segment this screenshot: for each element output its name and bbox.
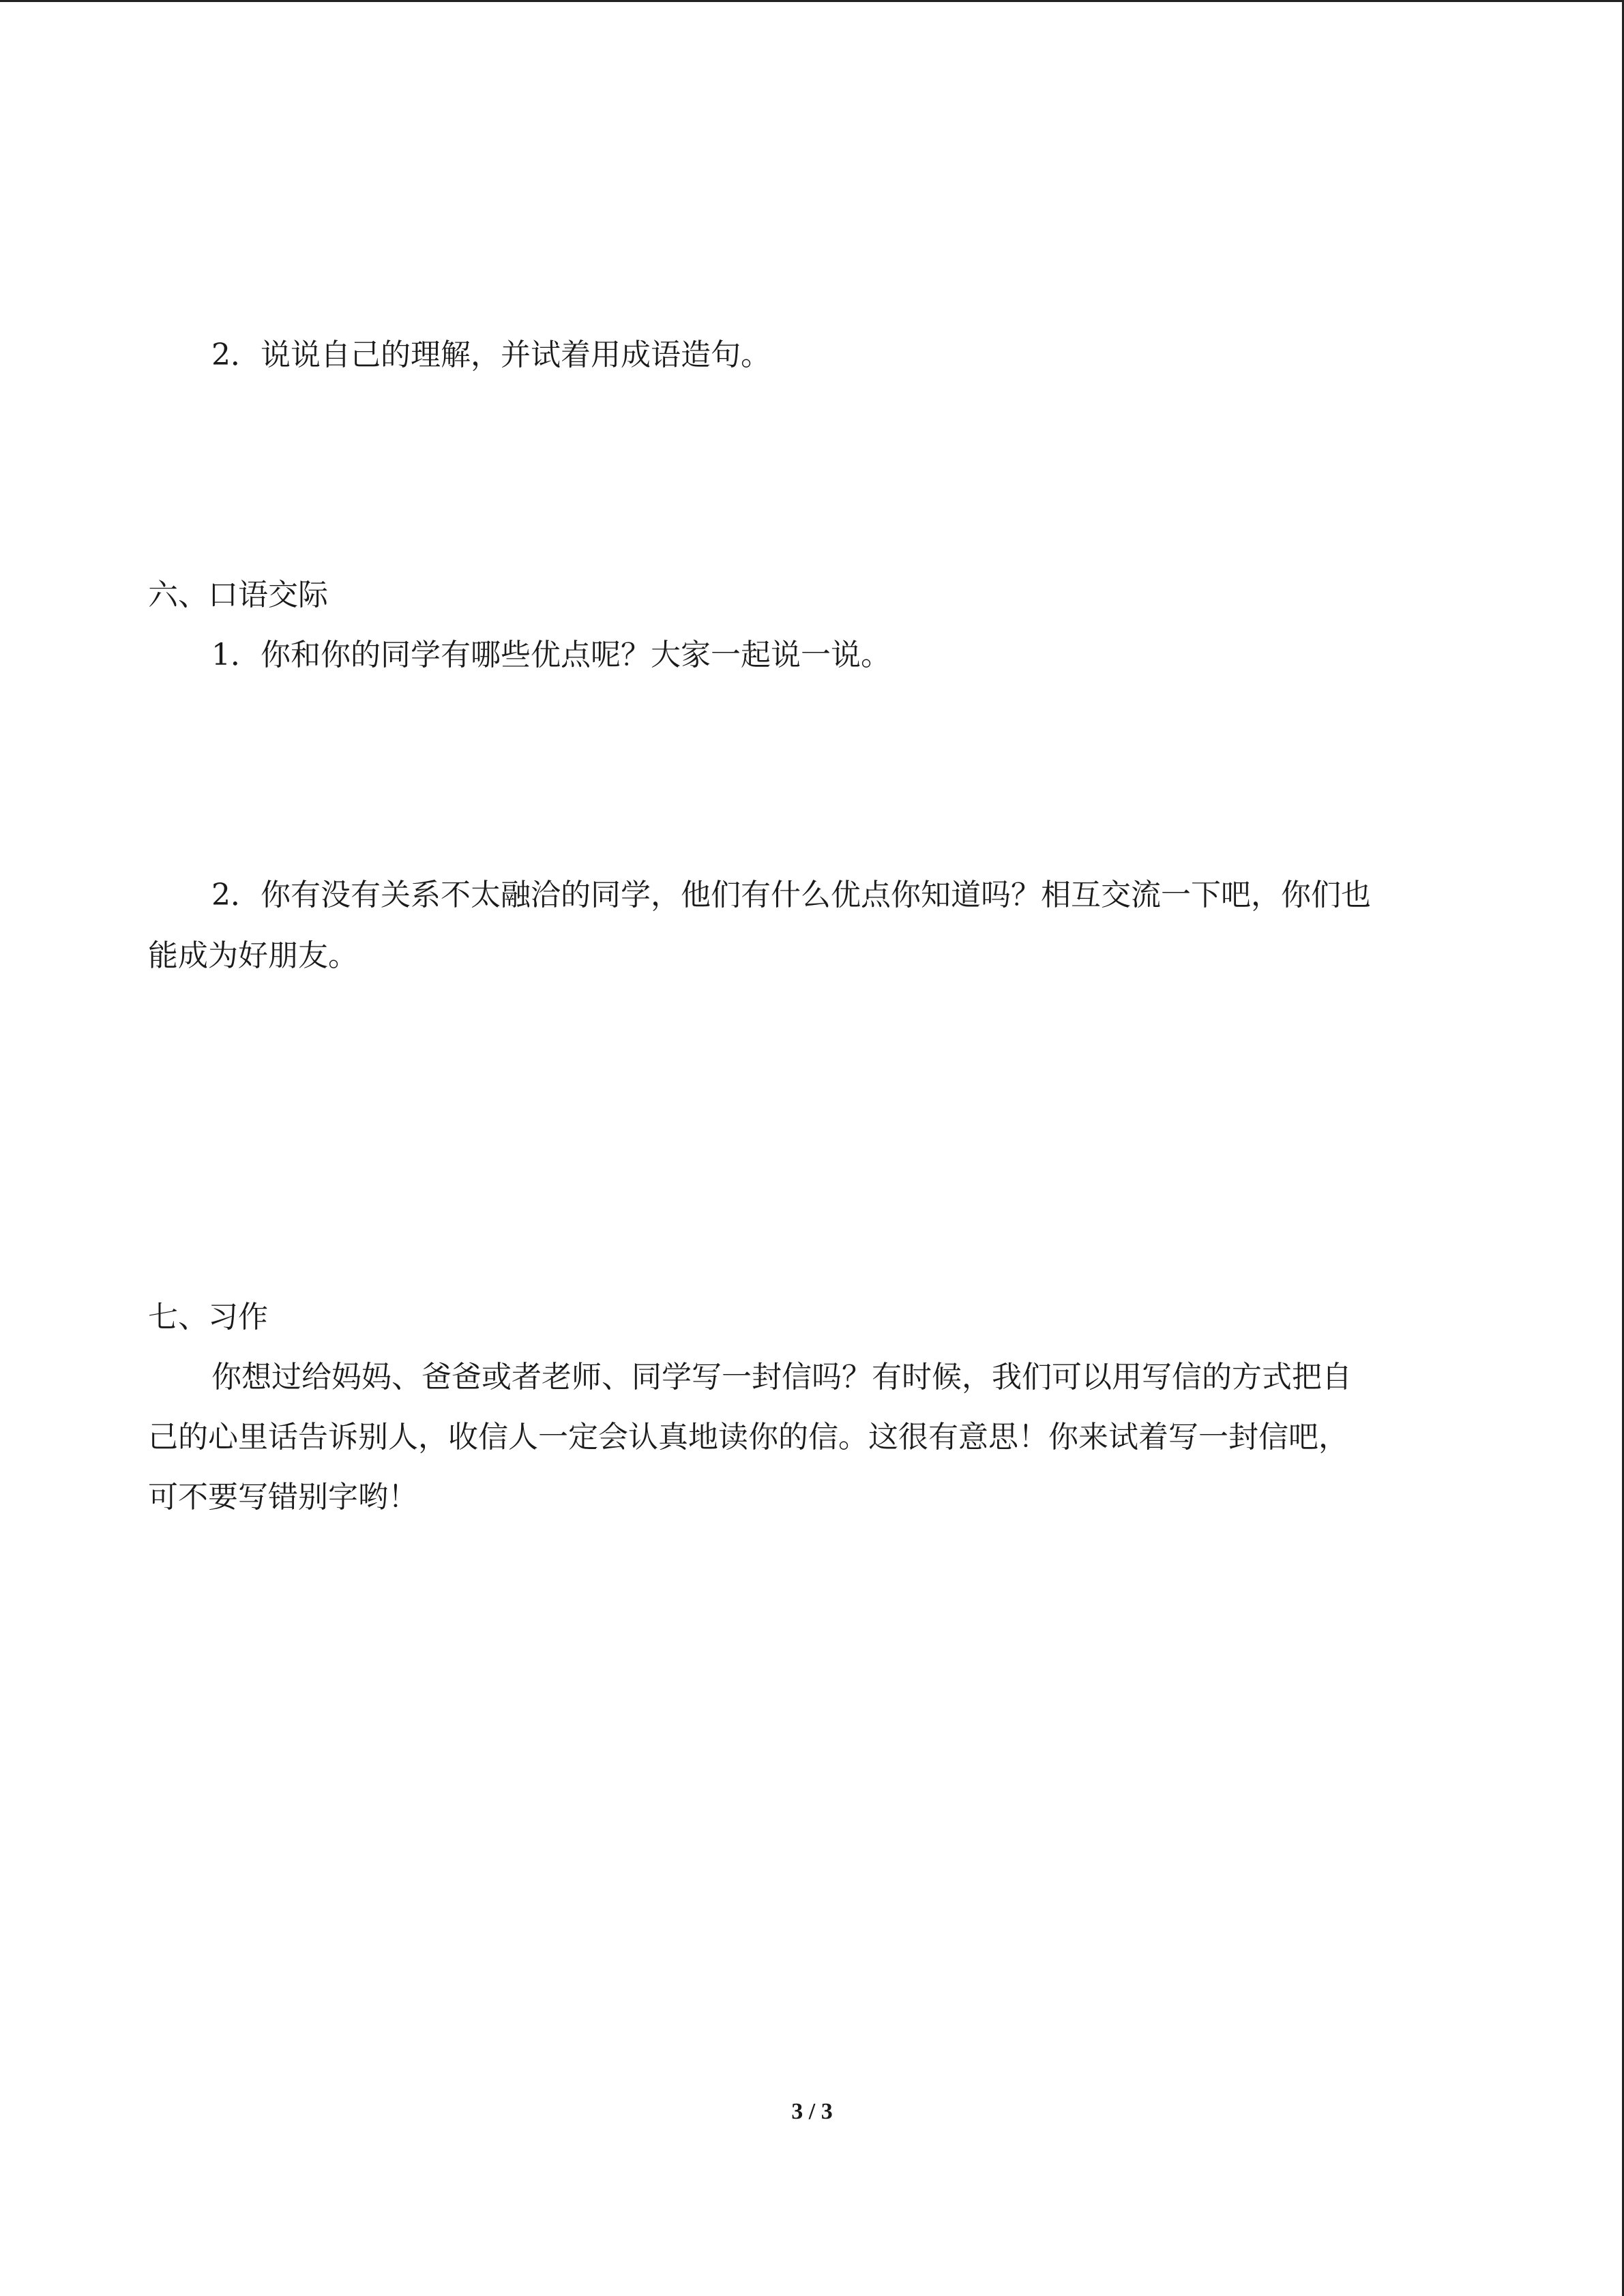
section7-para-line2: 己的心里话告诉别人，收信人一定会认真地读你的信。这很有意思！你来试着写一封信吧，: [148, 1420, 1348, 1455]
section6-heading: 六、口语交际: [148, 578, 328, 612]
section6-item2-line2: 能成为好朋友。: [148, 938, 358, 973]
section6-item2-line1: 2．你有没有关系不太融洽的同学，他们有什么优点你知道吗？相互交流一下吧，你们也: [211, 878, 1371, 912]
section7-para-line1: 你想过给妈妈、爸爸或者老师、同学写一封信吗？有时候，我们可以用写信的方式把自: [211, 1360, 1352, 1395]
section6-item1: 1．你和你的同学有哪些优点呢？大家一起说一说。: [211, 638, 891, 672]
section5-item2: 2．说说自己的理解，并试着用成语造句。: [211, 338, 771, 372]
section7-heading: 七、习作: [148, 1300, 268, 1335]
page-number: 3 / 3: [791, 2099, 833, 2124]
page-border-top: [0, 0, 1624, 2]
section7-para-line3: 可不要写错别字哟！: [148, 1480, 418, 1515]
